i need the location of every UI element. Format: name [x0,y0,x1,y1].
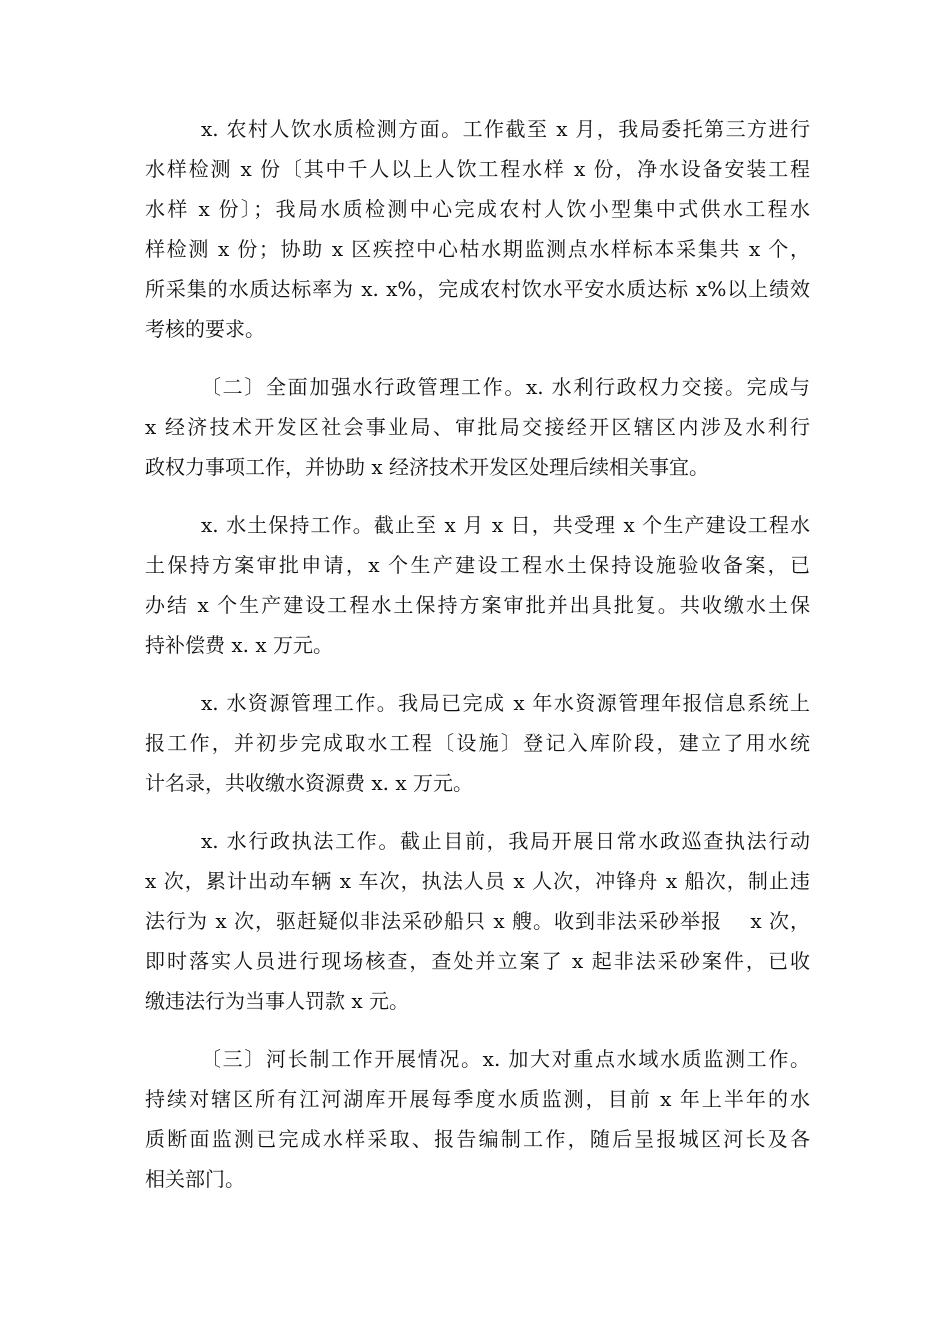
text-line: 办结 x 个生产建设工程水土保持方案审批并出具批复。共收缴水土保 [145,593,810,617]
text-line: 样检测 x 份；协助 x 区疾控中心枯水期监测点水样标本采集共 x 个， [145,237,810,261]
text-line: x. 水土保持工作。截止至 x 月 x 日，共受理 x 个生产建设工程水 [201,513,810,537]
text-line: 持补偿费 x. x 万元。 [145,633,333,657]
text-line: 水样检测 x 份〔其中千人以上人饮工程水样 x 份，净水设备安装工程 [145,157,810,181]
text-line: x. 农村人饮水质检测方面。工作截至 x 月，我局委托第三方进行 [201,117,810,141]
text-line: 政权力事项工作，并协助 x 经济技术开发区处理后续相关事宜。 [145,455,709,479]
text-line: 土保持方案审批申请，x 个生产建设工程水土保持设施验收备案，已 [145,553,810,577]
paragraph-law-enforcement [145,821,810,1021]
text-line: 质断面监测已完成水样采取、报告编制工作，随后呈报城区河长及各 [145,1127,810,1151]
text-line: 〔三〕河长制工作开展情况。x. 加大对重点水域水质监测工作。 [201,1047,810,1071]
text-line: 〔二〕全面加强水行政管理工作。x. 水利行政权力交接。完成与 [201,375,810,399]
text-line: 水样 x 份〕；我局水质检测中心完成农村人饮小型集中式供水工程水 [145,197,810,221]
document-body [145,109,810,1217]
text-line: 报工作，并初步完成取水工程〔设施〕登记入库阶段，建立了用水统 [145,731,810,755]
paragraph-soil-conservation [145,505,810,665]
text-line: 计名录，共收缴水资源费 x. x 万元。 [145,771,473,795]
paragraph-rural-water-quality [145,109,810,349]
text-line: 相关部门。 [145,1167,245,1191]
paragraph-water-administration [145,367,810,487]
text-line: x 次，累计出动车辆 x 车次，执法人员 x 人次，冲锋舟 x 船次，制止违 [145,869,810,893]
text-line: x. 水行政执法工作。截止目前，我局开展日常水政巡查执法行动 [201,829,810,853]
text-line: 缴违法行为当事人罚款 x 元。 [145,989,409,1013]
text-line: 考核的要求。 [145,317,265,341]
text-line: 法行为 x 次，驱赶疑似非法采砂船只 x 艘。收到非法采砂举报 x 次， [145,909,810,933]
text-line: x 经济技术开发区社会事业局、审批局交接经开区辖区内涉及水利行 [145,415,810,439]
text-line: 所采集的水质达标率为 x. x%，完成农村饮水平安水质达标 x%以上绩效 [145,277,810,301]
text-line: 即时落实人员进行现场核查，查处并立案了 x 起非法采砂案件，已收 [145,949,810,973]
paragraph-river-chief-system [145,1039,810,1199]
paragraph-water-resources [145,683,810,803]
text-line: 持续对辖区所有江河湖库开展每季度水质监测，目前 x 年上半年的水 [145,1087,810,1111]
text-line: x. 水资源管理工作。我局已完成 x 年水资源管理年报信息系统上 [201,691,810,715]
